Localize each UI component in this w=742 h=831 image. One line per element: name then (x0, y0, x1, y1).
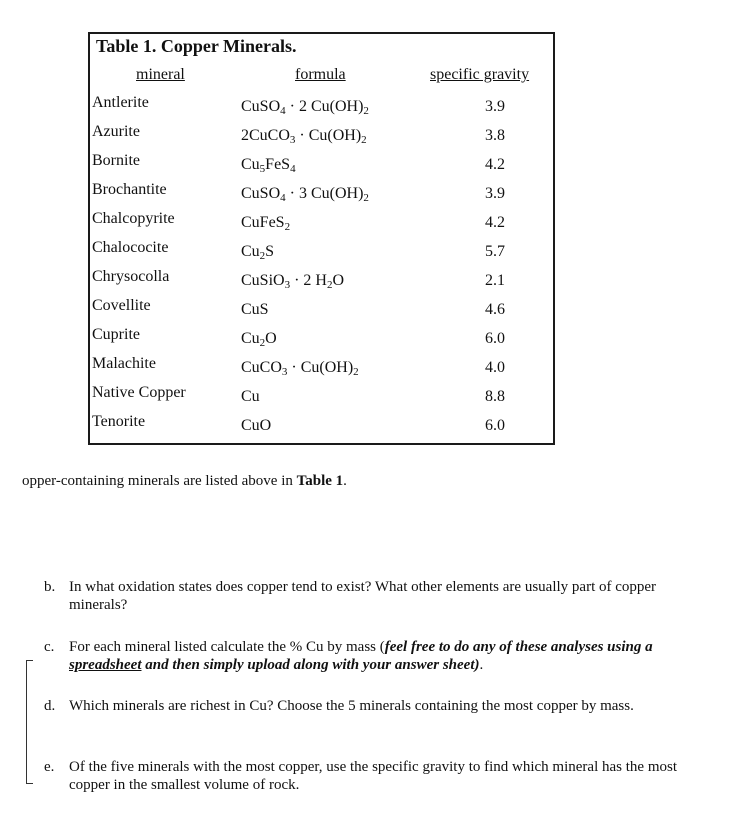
mineral-name: Covellite (92, 297, 151, 314)
question-c (44, 638, 704, 674)
mineral-formula: $Cu_2S$ (241, 243, 275, 262)
question-text: Which minerals are richest in Cu? Choose the 5 minerals containing the most copper by mass. (69, 698, 634, 714)
header-formula: formula (295, 66, 346, 83)
mineral-name: Native Copper (92, 384, 186, 401)
table-row (90, 210, 553, 239)
mineral-name: Antlerite (92, 94, 149, 111)
question-text: For each mineral listed calculate the % Cu by mass (feel free to do any of these analyses using a spreadsheet and then simply upload along with your answer sheet). (69, 639, 653, 673)
specific-gravity-value: 2.1 (485, 272, 505, 289)
specific-gravity-value: 4.2 (485, 156, 505, 173)
header-specific-gravity: specific gravity (430, 66, 530, 83)
question-letter: c. (44, 639, 55, 655)
mineral-formula: CuSO$_4$ · 2 $Cu(OH)_2$ (241, 98, 369, 117)
table-row (90, 181, 553, 210)
question-d (44, 697, 704, 715)
table-row (90, 413, 553, 442)
question-letter: b. (44, 579, 56, 595)
specific-gravity-value: 8.8 (485, 388, 505, 405)
specific-gravity-value: 3.9 (485, 98, 505, 115)
mineral-formula: CuSO$_4$ · 3 $Cu(OH)_2$ (241, 185, 369, 204)
table-row (90, 355, 553, 384)
specific-gravity-value: 3.8 (485, 127, 505, 144)
mineral-name: Chalcopyrite (92, 210, 175, 227)
mineral-name: Chrysocolla (92, 268, 170, 285)
mineral-name: Brochantite (92, 181, 167, 198)
mineral-formula: CuFeS$_2$ (241, 214, 291, 233)
question-letter: e. (44, 759, 55, 775)
question-letter: d. (44, 698, 56, 714)
table-caption: opper-containing minerals are listed above in Table 1. (22, 473, 347, 489)
mineral-formula: 2CuCO$_3$ · $Cu(OH)_2$ (241, 127, 367, 146)
specific-gravity-value: 4.0 (485, 359, 505, 376)
table-title: Table 1. Copper Minerals. (96, 36, 297, 56)
mineral-name: Tenorite (92, 413, 146, 430)
mineral-formula: CuO (241, 417, 272, 434)
mineral-formula: Cu (241, 388, 260, 405)
mineral-formula: $Cu_5FeS_4$ (241, 156, 296, 175)
table-row (90, 94, 553, 123)
mineral-name: Cuprite (92, 326, 140, 343)
mineral-name: Malachite (92, 355, 156, 372)
question-e (44, 758, 704, 794)
question-text: In what oxidation states does copper tend to exist? What other elements are usually part of copper minerals? (69, 579, 657, 613)
mineral-formula: CuCO$_3$ · $Cu(OH)_2$ (241, 359, 359, 378)
mineral-formula: CuS (241, 301, 269, 318)
mineral-name: Azurite (92, 123, 140, 140)
table-row (90, 268, 553, 297)
question-b (44, 578, 704, 614)
mineral-name: Chalococite (92, 239, 169, 256)
specific-gravity-value: 5.7 (485, 243, 505, 260)
mineral-formula: CuSiO$_3$ · 2 $H_2O$ (241, 272, 345, 291)
specific-gravity-value: 3.9 (485, 185, 505, 202)
header-mineral: mineral (136, 66, 185, 83)
question-text: Of the five minerals with the most copper, use the specific gravity to find which mineral has the most copper in the smallest volume of rock. (69, 759, 677, 793)
specific-gravity-value: 6.0 (485, 417, 505, 434)
margin-bracket (26, 660, 33, 784)
table-row (90, 326, 553, 355)
table-row (90, 384, 553, 413)
copper-minerals-table (88, 32, 555, 445)
specific-gravity-value: 4.6 (485, 301, 505, 318)
table-row (90, 152, 553, 181)
mineral-formula: $Cu_2O$ (241, 330, 277, 349)
specific-gravity-value: 6.0 (485, 330, 505, 347)
table-row (90, 239, 553, 268)
specific-gravity-value: 4.2 (485, 214, 505, 231)
table-row (90, 123, 553, 152)
mineral-name: Bornite (92, 152, 140, 169)
table-row (90, 297, 553, 326)
